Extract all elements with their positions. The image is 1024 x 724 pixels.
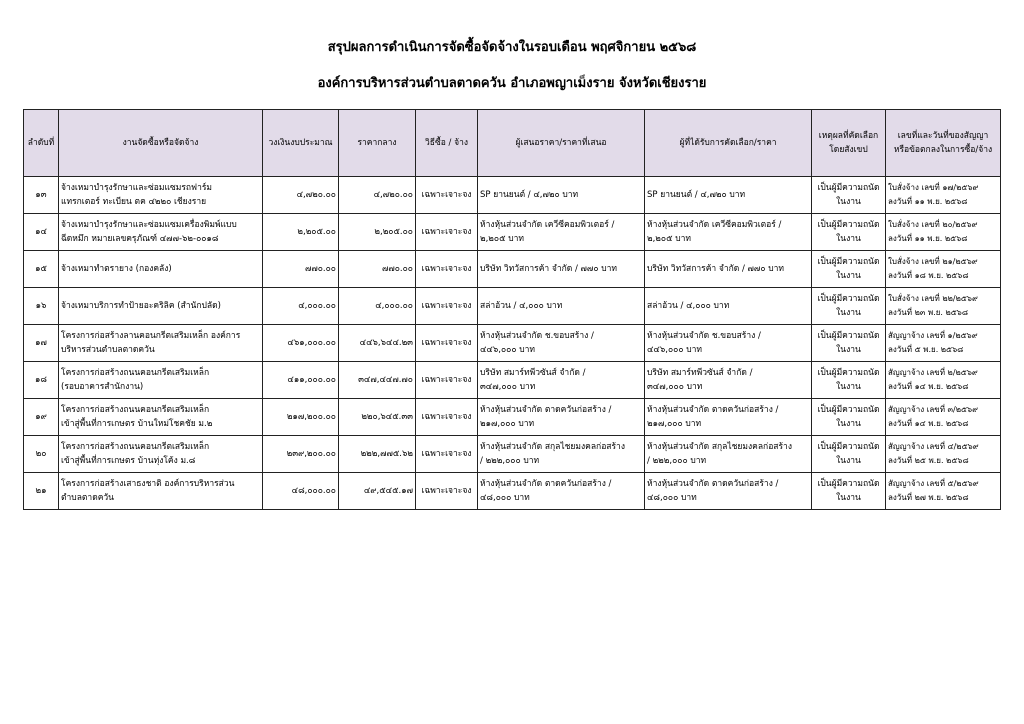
cell-winner-line1: ห้างหุ้นส่วนจำกัด ช.ขอบสร้าง / [647, 331, 761, 341]
cell-bidders-line2: ๓๔๗,๐๐๐ บาท [480, 382, 536, 392]
cell-budget [263, 251, 339, 288]
cell-reason [812, 288, 886, 325]
header-budget: วงเงินงบประมาณ [263, 110, 339, 177]
header-contract [886, 110, 1001, 177]
cell-winner-line1: สล่าอ้วน / ๔,๐๐๐ บาท [647, 301, 730, 311]
cell-winner-line1: SP ยานยนต์ / ๔,๗๒๐ บาท [647, 190, 746, 200]
table-row [24, 325, 1001, 362]
cell-item-line1: โครงการก่อสร้างถนนคอนกรีตเสริมเหล็ก [61, 405, 210, 415]
cell-contract [886, 399, 1001, 436]
cell-item-line1: จ้างเหมาบริการทำป้ายอะคริลิค (สำนักปลัด) [61, 301, 221, 311]
cell-median-price-line1: ๔,๐๐๐.๐๐ [375, 301, 413, 311]
procurement-table [23, 109, 1001, 510]
table-row [24, 362, 1001, 399]
cell-no [24, 436, 59, 473]
cell-median-price [339, 362, 416, 399]
cell-budget-line1: ๒,๒๐๕.๐๐ [297, 227, 336, 237]
cell-bidders-line2: ๔๘,๐๐๐ บาท [480, 493, 530, 503]
cell-item-line1: จ้างเหมาบำรุงรักษาและซ่อมแซมรถฟาร์ม [61, 183, 213, 193]
cell-item [59, 214, 263, 251]
cell-bidders [478, 177, 645, 214]
cell-item-line1: จ้างเหมาบำรุงรักษาและซ่อมแซมเครื่องพิมพ์แบบ [61, 220, 237, 230]
cell-contract-line1: ใบสั่งจ้าง เลขที่ ๒๒/๒๕๖๙ [888, 294, 978, 303]
cell-method-line1: เฉพาะเจาะจง [421, 486, 472, 496]
cell-reason [812, 251, 886, 288]
cell-median-price-line1: ๓๔๗,๔๔๗.๗๐ [358, 375, 413, 385]
cell-item-line2: เข้าสู่พื้นที่การเกษตร บ้านใหม่โชคชัย ม.๒ [61, 419, 213, 429]
cell-method-line1: เฉพาะเจาะจง [421, 227, 472, 237]
cell-reason [812, 214, 886, 251]
header-reason [812, 110, 886, 177]
cell-winner-line2: ๒,๒๐๕ บาท [647, 234, 692, 244]
cell-winner [645, 325, 812, 362]
cell-contract-line1: สัญญาจ้าง เลขที่ ๑/๒๕๖๙ [888, 331, 978, 340]
cell-bidders [478, 214, 645, 251]
cell-winner [645, 177, 812, 214]
cell-contract-line2: ลงวันที่ ๕ พ.ย. ๒๕๖๘ [888, 345, 964, 354]
cell-contract [886, 177, 1001, 214]
table-row [24, 288, 1001, 325]
cell-item [59, 251, 263, 288]
header-item: งานจัดซื้อหรือจัดจ้าง [59, 110, 263, 177]
cell-reason-line2: ในงาน [836, 493, 861, 503]
cell-budget-line1: ๒๓๙,๒๐๐.๐๐ [286, 449, 336, 459]
cell-winner-line2: ๓๔๗,๐๐๐ บาท [647, 382, 703, 392]
cell-winner-line2: ๒๑๗,๐๐๐ บาท [647, 419, 702, 429]
cell-bidders [478, 399, 645, 436]
cell-bidders [478, 473, 645, 510]
cell-bidders-line2: ๒,๒๐๕ บาท [480, 234, 525, 244]
cell-bidders-line2: ๔๔๖,๐๐๐ บาท [480, 345, 536, 355]
cell-item [59, 177, 263, 214]
cell-winner-line1: บริษัท วิทวัสการค้า จำกัด / ๗๗๐ บาท [647, 264, 784, 274]
cell-winner-line2: / ๒๒๒,๐๐๐ บาท [647, 456, 707, 466]
cell-no-line1: ๑๕ [35, 264, 47, 274]
cell-bidders-line1: บริษัท วิทวัสการค้า จำกัด / ๗๗๐ บาท [480, 264, 617, 274]
cell-bidders-line2: ๒๑๗,๐๐๐ บาท [480, 419, 535, 429]
cell-no [24, 251, 59, 288]
cell-bidders [478, 325, 645, 362]
header-reason-line2: โดยสังเขป [829, 145, 868, 155]
header-method: วิธีซื้อ / จ้าง [416, 110, 478, 177]
cell-reason-line2: ในงาน [836, 419, 861, 429]
cell-budget-line1: ๗๗๐.๐๐ [304, 264, 336, 274]
header-winner: ผู้ที่ได้รับการคัดเลือก/ราคา [645, 110, 812, 177]
cell-method [416, 177, 478, 214]
cell-contract-line2: ลงวันที่ ๒๗ พ.ย. ๒๕๖๘ [888, 493, 969, 502]
cell-median-price [339, 214, 416, 251]
table-row [24, 251, 1001, 288]
cell-bidders-line1: ห้างหุ้นส่วนจำกัด ตาดควันก่อสร้าง / [480, 479, 612, 489]
cell-reason-line1: เป็นผู้มีความถนัด [817, 442, 880, 452]
cell-method [416, 399, 478, 436]
cell-item-line2: เข้าสู่พื้นที่การเกษตร บ้านทุ่งโค้ง ม.๘ [61, 456, 196, 466]
cell-median-price-line1: ๗๗๐.๐๐ [381, 264, 413, 274]
cell-reason [812, 177, 886, 214]
cell-reason-line1: เป็นผู้มีความถนัด [817, 183, 880, 193]
cell-reason-line1: เป็นผู้มีความถนัด [817, 368, 880, 378]
cell-median-price [339, 436, 416, 473]
cell-contract-line1: สัญญาจ้าง เลขที่ ๓/๒๕๖๙ [888, 405, 978, 414]
cell-contract-line2: ลงวันที่ ๒๓ พ.ย. ๒๕๖๘ [888, 308, 969, 317]
cell-method [416, 325, 478, 362]
cell-contract-line2: ลงวันที่ ๒๕ พ.ย. ๒๕๖๘ [888, 456, 969, 465]
cell-no-line1: ๒๐ [35, 449, 47, 459]
cell-no-line1: ๑๗ [35, 338, 47, 348]
cell-contract [886, 436, 1001, 473]
cell-contract-line2: ลงวันที่ ๑๑ พ.ย. ๒๕๖๘ [888, 197, 968, 206]
cell-reason [812, 436, 886, 473]
cell-item-line2: ตำบลตาดควัน [61, 493, 114, 503]
cell-winner [645, 362, 812, 399]
cell-median-price [339, 399, 416, 436]
cell-median-price [339, 177, 416, 214]
cell-median-price-line1: ๒๒๒,๗๗๕.๖๒ [360, 449, 413, 459]
cell-budget [263, 177, 339, 214]
cell-winner-line2: ๔๘,๐๐๐ บาท [647, 493, 697, 503]
cell-budget [263, 325, 339, 362]
cell-item [59, 436, 263, 473]
cell-contract [886, 214, 1001, 251]
cell-bidders [478, 362, 645, 399]
cell-no-line1: ๑๔ [35, 227, 47, 237]
cell-no [24, 473, 59, 510]
cell-median-price-line1: ๒,๒๐๕.๐๐ [374, 227, 413, 237]
cell-item [59, 362, 263, 399]
cell-median-price-line1: ๔,๗๒๐.๐๐ [373, 190, 413, 200]
cell-item [59, 399, 263, 436]
cell-method [416, 214, 478, 251]
cell-bidders [478, 288, 645, 325]
cell-reason-line2: ในงาน [836, 456, 861, 466]
cell-contract-line2: ลงวันที่ ๑๑ พ.ย. ๒๕๖๘ [888, 234, 968, 243]
cell-reason-line1: เป็นผู้มีความถนัด [817, 294, 880, 304]
cell-contract [886, 325, 1001, 362]
cell-winner [645, 473, 812, 510]
cell-contract-line1: ใบสั่งจ้าง เลขที่ ๒๑/๒๕๖๙ [888, 257, 978, 266]
cell-contract [886, 251, 1001, 288]
cell-bidders [478, 251, 645, 288]
cell-reason [812, 473, 886, 510]
cell-contract-line1: สัญญาจ้าง เลขที่ ๕/๒๕๖๙ [888, 479, 979, 488]
cell-item-line2: บริหารส่วนตำบลตาดควัน [61, 345, 155, 355]
cell-no [24, 399, 59, 436]
cell-method [416, 362, 478, 399]
cell-reason-line1: เป็นผู้มีความถนัด [817, 405, 880, 415]
cell-method-line1: เฉพาะเจาะจง [421, 449, 472, 459]
cell-item [59, 325, 263, 362]
cell-no-line1: ๒๑ [35, 486, 47, 496]
cell-no-line1: ๑๘ [35, 375, 47, 385]
cell-no [24, 288, 59, 325]
cell-median-price [339, 251, 416, 288]
cell-median-price [339, 473, 416, 510]
table-row [24, 177, 1001, 214]
cell-reason-line1: เป็นผู้มีความถนัด [817, 257, 880, 267]
cell-bidders-line1: ห้างหุ้นส่วนจำกัด เควีซีคอมพิวเตอร์ / [480, 220, 615, 230]
cell-budget-line1: ๔,๗๒๐.๐๐ [296, 190, 336, 200]
cell-winner-line1: ห้างหุ้นส่วนจำกัด เควีซีคอมพิวเตอร์ / [647, 220, 782, 230]
cell-bidders-line1: สล่าอ้วน / ๔,๐๐๐ บาท [480, 301, 563, 311]
cell-contract-line1: ใบสั่งจ้าง เลขที่ ๒๐/๒๕๖๙ [888, 220, 978, 229]
cell-method [416, 288, 478, 325]
cell-bidders [478, 436, 645, 473]
cell-item-line1: โครงการก่อสร้างถนนคอนกรีตเสริมเหล็ก [61, 368, 210, 378]
cell-reason-line2: ในงาน [836, 271, 861, 281]
cell-bidders-line2: / ๒๒๒,๐๐๐ บาท [480, 456, 540, 466]
cell-method-line1: เฉพาะเจาะจง [421, 338, 472, 348]
table-row [24, 436, 1001, 473]
cell-item [59, 288, 263, 325]
cell-contract [886, 288, 1001, 325]
table-row [24, 214, 1001, 251]
cell-no [24, 362, 59, 399]
cell-winner-line1: บริษัท สมาร์ทพีวซันส์ จำกัด / [647, 368, 753, 378]
cell-item [59, 473, 263, 510]
cell-item-line1: โครงการก่อสร้างเสาธงชาติ องค์การบริหารส่วน [61, 479, 235, 489]
cell-contract-line2: ลงวันที่ ๑๔ พ.ย. ๒๕๖๘ [888, 419, 969, 428]
header-no: ลำดับที่ [24, 110, 59, 177]
organization-title: องค์การบริหารส่วนตำบลตาดควัน อำเภอพญาเม็งราย จังหวัดเชียงราย [317, 76, 707, 91]
cell-budget-line1: ๔๑๑,๐๐๐.๐๐ [287, 375, 336, 385]
cell-contract-line2: ลงวันที่ ๑๘ พ.ย. ๒๕๖๘ [888, 271, 969, 280]
cell-method-line1: เฉพาะเจาะจง [421, 264, 472, 274]
cell-winner [645, 436, 812, 473]
cell-budget-line1: ๔๘,๐๐๐.๐๐ [291, 486, 336, 496]
header-median-price: ราคากลาง [339, 110, 416, 177]
table-header-row [24, 110, 1001, 177]
cell-contract-line2: ลงวันที่ ๑๔ พ.ย. ๒๕๖๘ [888, 382, 969, 391]
cell-median-price [339, 325, 416, 362]
cell-bidders-line1: ห้างหุ้นส่วนจำกัด ช.ขอบสร้าง / [480, 331, 594, 341]
cell-budget [263, 288, 339, 325]
cell-winner-line1: ห้างหุ้นส่วนจำกัด ตาดควันก่อสร้าง / [647, 405, 779, 415]
cell-bidders-line1: ห้างหุ้นส่วนจำกัด ตาดควันก่อสร้าง / [480, 405, 612, 415]
cell-bidders-line1: SP ยานยนต์ / ๔,๗๒๐ บาท [480, 190, 579, 200]
cell-method-line1: เฉพาะเจาะจง [421, 412, 472, 422]
cell-budget-line1: ๔,๐๐๐.๐๐ [298, 301, 336, 311]
cell-method-line1: เฉพาะเจาะจง [421, 301, 472, 311]
cell-winner [645, 214, 812, 251]
cell-contract [886, 473, 1001, 510]
cell-bidders-line1: ห้างหุ้นส่วนจำกัด สกุลไชยมงคลก่อสร้าง [480, 442, 625, 452]
cell-budget [263, 362, 339, 399]
cell-reason-line1: เป็นผู้มีความถนัด [817, 220, 880, 230]
cell-reason-line2: ในงาน [836, 197, 861, 207]
cell-no-line1: ๑๙ [35, 412, 47, 422]
cell-winner [645, 288, 812, 325]
cell-contract-line1: สัญญาจ้าง เลขที่ ๔/๒๕๖๙ [888, 442, 979, 451]
cell-winner-line1: ห้างหุ้นส่วนจำกัด สกุลไชยมงคลก่อสร้าง [647, 442, 792, 452]
cell-winner-line1: ห้างหุ้นส่วนจำกัด ตาดควันก่อสร้าง / [647, 479, 779, 489]
table-row [24, 399, 1001, 436]
cell-method-line1: เฉพาะเจาะจง [421, 375, 472, 385]
cell-winner [645, 399, 812, 436]
cell-reason-line1: เป็นผู้มีความถนัด [817, 479, 880, 489]
cell-reason-line1: เป็นผู้มีความถนัด [817, 331, 880, 341]
cell-reason-line2: ในงาน [836, 234, 861, 244]
cell-no [24, 214, 59, 251]
cell-method [416, 473, 478, 510]
cell-item-line2: (รอบอาคารสำนักงาน) [61, 382, 144, 392]
cell-budget [263, 214, 339, 251]
cell-item-line1: โครงการก่อสร้างถนนคอนกรีตเสริมเหล็ก [61, 442, 210, 452]
cell-reason [812, 325, 886, 362]
header-reason-line1: เหตุผลที่คัดเลือก [818, 131, 879, 141]
cell-no-line1: ๑๓ [35, 190, 47, 200]
header-contract-line2: หรือข้อตกลงในการซื้อ/จ้าง [893, 145, 993, 155]
header-contract-line1: เลขที่และวันที่ของสัญญา [897, 131, 989, 141]
cell-item-line1: จ้างเหมาทำตรายาง (กองคลัง) [61, 264, 172, 274]
cell-item-line1: โครงการก่อสร้างลานคอนกรีตเสริมเหล็ก องค์การ [61, 331, 241, 341]
cell-reason-line2: ในงาน [836, 382, 861, 392]
cell-contract [886, 362, 1001, 399]
cell-method [416, 436, 478, 473]
cell-reason-line2: ในงาน [836, 345, 861, 355]
cell-median-price-line1: ๔๙,๕๔๕.๑๗ [363, 486, 413, 496]
cell-reason [812, 399, 886, 436]
cell-winner [645, 251, 812, 288]
cell-contract-line1: ใบสั่งจ้าง เลขที่ ๑๗/๒๕๖๙ [888, 183, 979, 192]
cell-item-line2: ฉีดหมึก หมายเลขครุภัณฑ์ ๔๗๗-๖๒-๐๐๑๘ [61, 234, 219, 244]
cell-winner-line2: ๔๔๖,๐๐๐ บาท [647, 345, 703, 355]
cell-no [24, 325, 59, 362]
table-row [24, 473, 1001, 510]
cell-reason-line2: ในงาน [836, 308, 861, 318]
cell-budget [263, 436, 339, 473]
cell-median-price-line1: ๔๔๖,๖๔๔.๒๓ [359, 338, 413, 348]
cell-no [24, 177, 59, 214]
report-title: สรุปผลการดำเนินการจัดซื้อจัดจ้างในรอบเดือน พฤศจิกายน ๒๕๖๘ [327, 40, 697, 55]
cell-contract-line1: สัญญาจ้าง เลขที่ ๒/๒๕๖๙ [888, 368, 978, 377]
cell-item-line2: แทรกเตอร์ ทะเบียน ตค ๔๒๒๐ เชียงราย [61, 197, 207, 207]
cell-budget-line1: ๒๑๗,๒๐๐.๐๐ [286, 412, 336, 422]
cell-bidders-line1: บริษัท สมาร์ทพีวซันส์ จำกัด / [480, 368, 586, 378]
cell-median-price-line1: ๒๒๐,๖๔๕.๓๓ [361, 412, 413, 422]
header-bidders: ผู้เสนอราคา/ราคาที่เสนอ [478, 110, 645, 177]
cell-no-line1: ๑๖ [35, 301, 47, 311]
cell-reason [812, 362, 886, 399]
cell-method [416, 251, 478, 288]
cell-median-price [339, 288, 416, 325]
cell-budget-line1: ๔๖๑,๐๐๐.๐๐ [287, 338, 336, 348]
cell-budget [263, 399, 339, 436]
cell-method-line1: เฉพาะเจาะจง [421, 190, 472, 200]
cell-budget [263, 473, 339, 510]
